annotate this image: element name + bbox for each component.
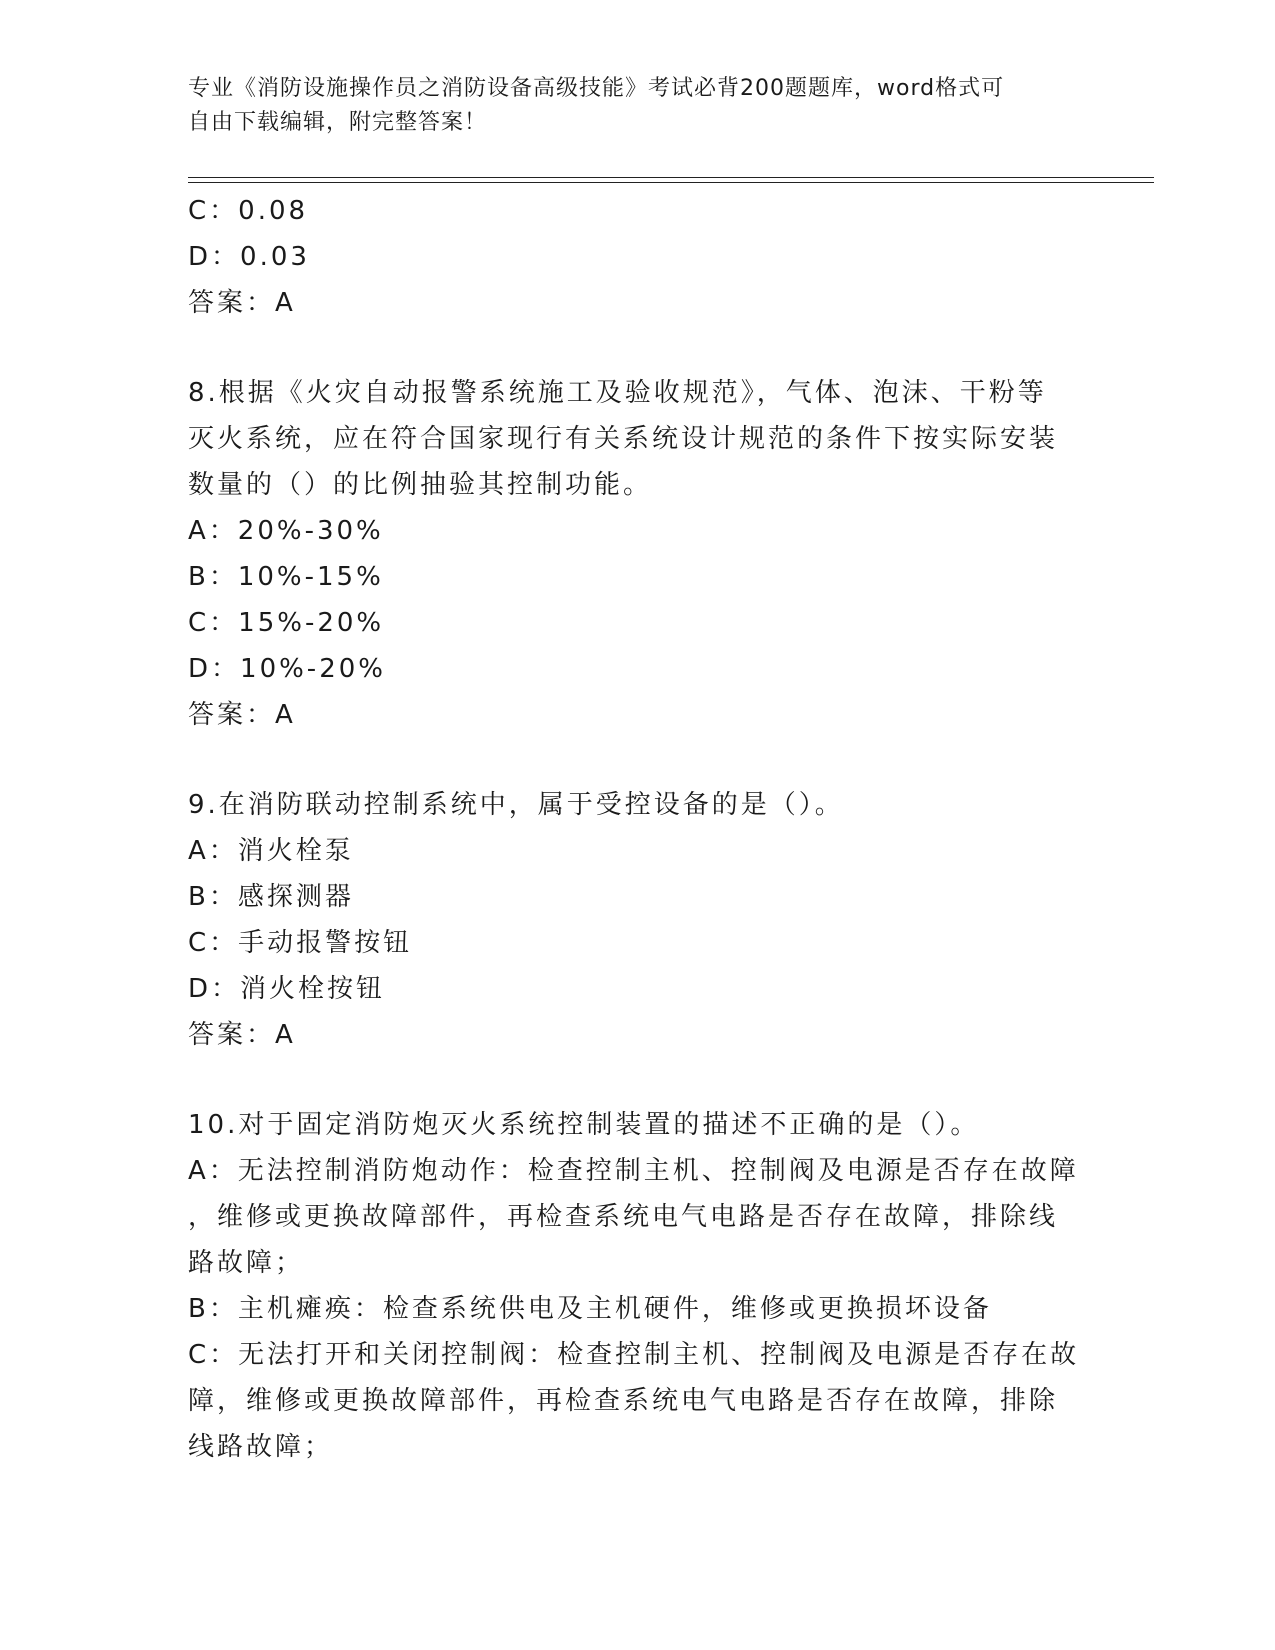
option-c: C：15%-20% xyxy=(188,608,385,638)
question-9 xyxy=(188,782,1088,1058)
option-c: C：无法打开和关闭控制阀：检查控制主机、控制阀及电源是否存在故 xyxy=(188,1340,1080,1370)
answer: 答案：A xyxy=(188,1020,296,1050)
option-c-continued: 障，维修或更换故障部件，再检查系统电气电路是否存在故障，排除 xyxy=(188,1386,1059,1416)
question-stem: 数量的（）的比例抽验其控制功能。 xyxy=(188,470,653,500)
answer: 答案：A xyxy=(188,700,296,730)
question-stem: 8.根据《火灾自动报警系统施工及验收规范》，气体、泡沫、干粉等 xyxy=(188,378,1047,408)
option-d: D：0.03 xyxy=(188,242,310,272)
question-stem: 灭火系统，应在符合国家现行有关系统设计规范的条件下按实际安装 xyxy=(188,424,1059,454)
question-stem: 9.在消防联动控制系统中，属于受控设备的是（）。 xyxy=(188,790,844,820)
question-8 xyxy=(188,370,1088,738)
option-a-continued: 路故障； xyxy=(188,1248,305,1278)
page-header xyxy=(188,72,1078,140)
document-body xyxy=(188,188,1088,1470)
option-b: B：主机瘫痪：检查系统供电及主机硬件，维修或更换损坏设备 xyxy=(188,1294,992,1324)
spacer xyxy=(188,1058,1088,1102)
header-rule-bottom xyxy=(188,182,1154,183)
option-d: D：消火栓按钮 xyxy=(188,974,386,1004)
spacer xyxy=(188,738,1088,782)
header-line-1: 专业《消防设施操作员之消防设备高级技能》考试必背200题题库，word格式可 xyxy=(188,76,1005,101)
option-a-continued: ，维修或更换故障部件，再检查系统电气电路是否存在故障，排除线 xyxy=(188,1202,1059,1232)
option-b: B：10%-15% xyxy=(188,562,384,592)
header-line-2: 自由下载编辑，附完整答案！ xyxy=(188,110,488,135)
option-c: C：手动报警按钮 xyxy=(188,928,413,958)
option-a: A：无法控制消防炮动作：检查控制主机、控制阀及电源是否存在故障 xyxy=(188,1156,1079,1186)
option-a: A：20%-30% xyxy=(188,516,384,546)
option-d: D：10%-20% xyxy=(188,654,386,684)
question-7-tail xyxy=(188,188,1088,326)
option-c-continued: 线路故障； xyxy=(188,1432,334,1462)
question-10 xyxy=(188,1102,1088,1470)
option-c: C：0.08 xyxy=(188,196,309,226)
answer: 答案：A xyxy=(188,288,296,318)
question-stem: 10.对于固定消防炮灭火系统控制装置的描述不正确的是（）。 xyxy=(188,1110,980,1140)
option-a: A：消火栓泵 xyxy=(188,836,354,866)
header-rule-top xyxy=(188,177,1154,178)
option-b: B：感探测器 xyxy=(188,882,354,912)
spacer xyxy=(188,326,1088,370)
